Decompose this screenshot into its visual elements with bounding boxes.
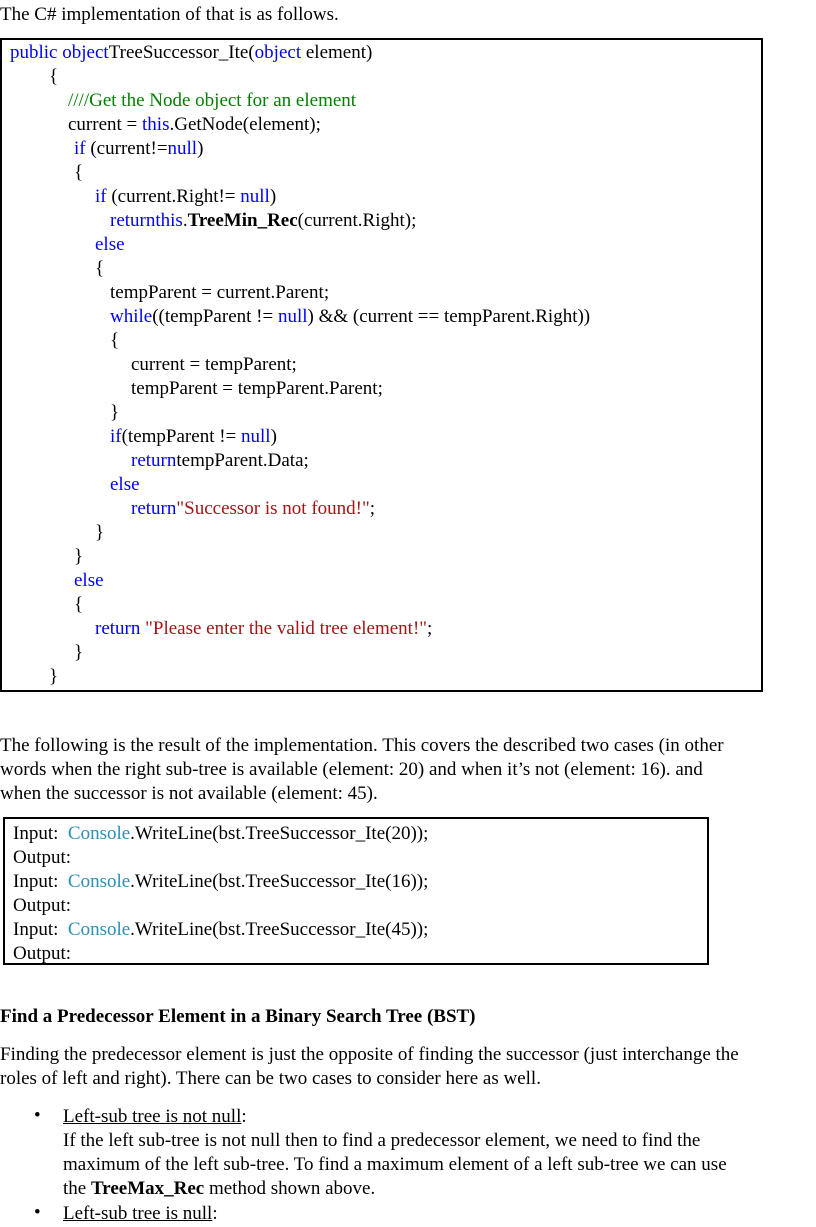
colon: : xyxy=(212,1203,218,1224)
code-line-19 xyxy=(110,474,140,496)
code-line-17 xyxy=(110,426,277,448)
keyword: returnthis xyxy=(110,210,183,231)
io-label: Input: xyxy=(13,871,68,892)
code-line-4 xyxy=(68,114,321,136)
code-text: ((tempParent != xyxy=(152,306,278,327)
paragraph-line: The following is the result of the implementation. This covers the described two cases (in other xyxy=(0,735,724,756)
code-text: (current.Right); xyxy=(297,210,417,231)
bullet-text: method shown above. xyxy=(204,1178,376,1199)
keyword: else xyxy=(95,234,125,255)
code-line-12 xyxy=(110,306,590,328)
paragraph-line: words when the right sub-tree is available (element: 20) and when it’s not (element: 16). and xyxy=(0,759,703,780)
code-text: .GetNode(element); xyxy=(169,114,321,135)
code-line-13: { xyxy=(110,330,120,351)
predecessor-paragraph xyxy=(0,1043,816,1091)
paragraph-line: Finding the predecessor element is just the opposite of finding the successor (just interchange the xyxy=(0,1044,739,1065)
keyword: if xyxy=(110,426,122,447)
code-line-10: { xyxy=(95,258,105,279)
code-text: (current!= xyxy=(85,138,168,159)
keyword: while xyxy=(110,306,153,327)
bullet-glyph: • xyxy=(34,1105,41,1126)
code-line-25 xyxy=(95,618,432,640)
code-line-24: { xyxy=(74,594,84,615)
code-text: (tempParent != xyxy=(121,426,242,447)
code-line-27: } xyxy=(49,666,59,687)
code-text: element) xyxy=(301,42,373,63)
code-comment: ////Get the Node object for an element xyxy=(68,90,357,111)
code-line-15: tempParent = tempParent.Parent; xyxy=(131,378,383,399)
method-name: TreeMin_Rec xyxy=(187,210,298,231)
code-line-23 xyxy=(74,570,104,592)
colon: : xyxy=(241,1106,247,1127)
code-text: . xyxy=(182,210,188,231)
code-text: ) xyxy=(269,186,277,207)
code-block xyxy=(0,38,763,692)
string-literal: "Please enter the valid tree element!" xyxy=(145,618,428,639)
keyword: return xyxy=(95,618,141,639)
keyword: if xyxy=(74,138,86,159)
code-line-22: } xyxy=(74,546,84,567)
code-line-5 xyxy=(74,138,203,160)
string-literal: "Successor is not found!" xyxy=(176,498,370,519)
code-line-6: { xyxy=(74,162,84,183)
bullet-line: If the left sub-tree is not null then to find a predecessor element, we need to find the xyxy=(63,1130,701,1151)
class-name: Console xyxy=(67,871,131,892)
io-output-row: Output: xyxy=(13,847,72,868)
code-text: ; xyxy=(369,498,376,519)
keyword: return xyxy=(131,450,177,471)
io-output-row: Output: xyxy=(13,895,72,916)
bullet-title: Left-sub tree is null xyxy=(63,1203,213,1224)
intro-text: The C# implementation of that is as follows. xyxy=(0,4,339,25)
code-line-2: { xyxy=(49,66,59,87)
code-text: .WriteLine(bst.TreeSuccessor_Ite(45)); xyxy=(130,919,429,940)
keyword: if xyxy=(95,186,107,207)
code-text: ) && (current == tempParent.Right)) xyxy=(307,306,591,327)
code-line-20 xyxy=(131,498,375,520)
code-line-8 xyxy=(110,210,416,232)
code-line-7 xyxy=(95,186,276,208)
io-label: Input: xyxy=(13,823,68,844)
code-text: ; xyxy=(427,618,433,639)
code-line-11: tempParent = current.Parent; xyxy=(110,282,330,303)
keyword: return xyxy=(131,498,177,519)
keyword: this xyxy=(142,114,170,135)
keyword: null xyxy=(167,138,198,159)
section-heading: Find a Predecessor Element in a Binary Search Tree (BST) xyxy=(0,1006,476,1027)
class-name: Console xyxy=(67,823,131,844)
io-input-row xyxy=(13,919,428,941)
keyword: object xyxy=(254,42,302,63)
method-name: TreeMax_Rec xyxy=(90,1178,205,1199)
io-label: Input: xyxy=(13,919,68,940)
code-line-21: } xyxy=(95,522,105,543)
code-line-3 xyxy=(68,90,356,112)
bullet-item-1 xyxy=(63,1105,816,1201)
io-block xyxy=(3,817,709,965)
io-output-row: Output: xyxy=(13,943,72,964)
bullet-glyph: • xyxy=(34,1202,41,1223)
code-line-26: } xyxy=(74,642,84,663)
paragraph-line: roles of left and right). There can be two cases to consider here as well. xyxy=(0,1068,541,1089)
code-text: ) xyxy=(270,426,277,447)
code-line-9 xyxy=(95,234,125,256)
code-line-16: } xyxy=(110,402,120,423)
keyword: else xyxy=(74,570,104,591)
code-text: .WriteLine(bst.TreeSuccessor_Ite(20)); xyxy=(130,823,429,844)
keyword: null xyxy=(240,186,270,207)
keyword: else xyxy=(110,474,140,495)
paragraph-line: when the successor is not available (element: 45). xyxy=(0,783,378,804)
io-input-row xyxy=(13,823,428,845)
code-line-1 xyxy=(10,42,372,64)
code-text: .WriteLine(bst.TreeSuccessor_Ite(16)); xyxy=(130,871,429,892)
bullet-text: the xyxy=(63,1178,91,1199)
code-text: TreeSuccessor_Ite( xyxy=(108,42,255,63)
code-text: ) xyxy=(197,138,204,159)
keyword: public xyxy=(10,42,63,63)
code-line-14: current = tempParent; xyxy=(131,354,297,375)
class-name: Console xyxy=(67,919,131,940)
keyword: null xyxy=(277,306,308,327)
bullet-item-2 xyxy=(63,1202,816,1226)
bullet-line: maximum of the left sub-tree. To find a maximum element of a left sub-tree we can use xyxy=(63,1154,727,1175)
code-text: tempParent.Data; xyxy=(176,450,309,471)
keyword: null xyxy=(241,426,271,447)
code-text: current = xyxy=(68,114,143,135)
result-paragraph xyxy=(0,734,816,806)
code-text: (current.Right!= xyxy=(106,186,241,207)
io-input-row xyxy=(13,871,428,893)
keyword: object xyxy=(62,42,109,63)
code-line-18 xyxy=(131,450,309,472)
bullet-title: Left-sub tree is not null xyxy=(63,1106,242,1127)
